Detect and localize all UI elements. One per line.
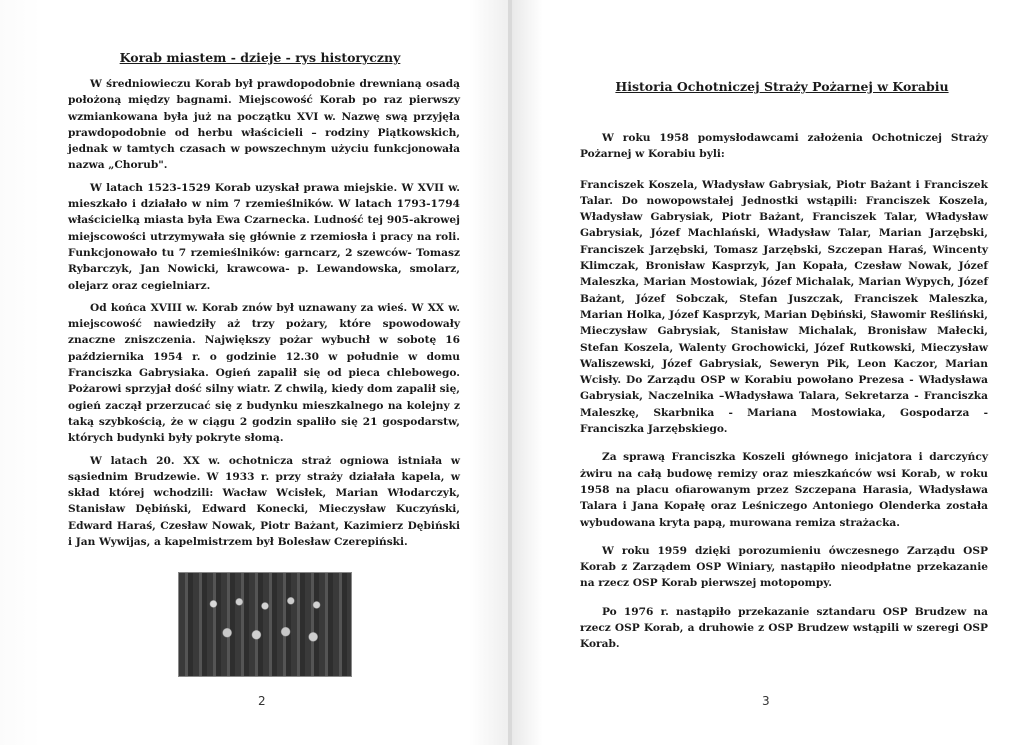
- historical-band-photo: [178, 572, 352, 677]
- right-paragraph-2: Franciszek Koszela, Władysław Gabrysiak, Piotr Bażant i Franciszek Talar. Do nowopowstałej Jednostki wstąpili: Franciszek Koszela, Władysław Gabrysiak, Piotr Bażant, Franciszek Talar, Władysław Gabrysiak, Józef Machlański, Władysław Talar, Marian Jarzębski, Franciszek Jarzębski, Tomasz Jarzębski, Szczepan Haraś, Wincenty Klimczak, Bronisław Kasprzyk, Jan Kopała, Czesław Nowak, Józef Maleszka, Marian Mostowiak, Józef Michalak, Marian Wypych, Józef Bażant, Józef Sobczak, Stefan Juszczak, Franciszek Maleszka, Marian Holka, Józef Kasprzyk, Marian Dębiński, Sławomir Reśliński, Mieczysław Gabrysiak, Stanisław Michalak, Bronisław Małecki, Stefan Koszela, Walenty Grochowicki, Józef Rutkowski, Mieczysław Waliszewski, Józef Gabrysiak, Seweryn Pik, Leon Kaczor, Marian Wcisły. Do Zarządu OSP w Korabiu powołano Prezesa - Władysława Gabrysiak, Naczelnika –Władysława Talara, Sekretarza - Franciszka Maleszkę, Skarbnika - Mariana Mostowiaka, Gospodarza - Franciszka Jarzębskiego.: [580, 178, 988, 436]
- right-page-number: 3: [762, 694, 770, 708]
- left-paragraph-4: W latach 20. XX w. ochotnicza straż ogniowa istniała w sąsiednim Brudzewie. W 1933 r. przy straży działała kapela, w skład której wchodzili: Wacław Wcisłek, Marian Włodarczyk, Stanisław Dębiński, Edward Konecki, Mieczysław Kuczyński, Edward Haraś, Czesław Nowak, Piotr Bażant, Kazimierz Dębiński i Jan Wywijas, a kapelmistrzem był Bolesław Czerepiński.: [68, 454, 460, 549]
- left-page-title: Korab miastem - dzieje - rys historyczny: [119, 50, 401, 65]
- right-page-body: [580, 130, 988, 659]
- left-paragraph-1: W średniowieczu Korab był prawdopodobnie drewnianą osadą położoną między bagnami. Miejscowość Korab po raz pierwszy wzmiankowana była już na początku XVI w. Nazwę swą przyjęła prawdopodobnie od herbu właścicieli – rodziny Piątkowskich, jednak w tamtych czasach w powszechnym użyciu funkcjonowała nazwa „Chorub".: [68, 78, 460, 172]
- right-paragraph-3: Za sprawą Franciszka Koszeli głównego inicjatora i darczyńcy żwiru na całą budowę remizy oraz mieszkańców wsi Korab, w roku 1958 na placu ofiarowanym przez Szczepana Harasia, Władysława Talara i Jana Kopałę oraz Leśniczego Antoniego Olenderka została wybudowana kryta papą, murowana remiza strażacka.: [580, 451, 988, 529]
- left-page-number: 2: [258, 694, 266, 708]
- right-page-title: Historia Ochotniczej Straży Pożarnej w Korabiu: [615, 79, 949, 94]
- left-paragraph-3: Od końca XVIII w. Korab znów był uznawany za wieś. W XX w. miejscowość nawiedziły aż trzy pożary, które spowodowały znaczne zniszczenia. Największy pożar wybuchł w sobotę 16 października 1954 r. o godzinie 12.30 w południe w domu Franciszka Gabrysiaka. Ogień zapalił się od pieca chlebowego. Pożarowi sprzyjał dość silny wiatr. Z chwilą, kiedy dom zapalił się, ogień zaczął przerzucać się z budynku mieszkalnego na kolejny z taką szybkością, że w ciągu 2 godzin spaliło się 21 gospodarstw, których budynki były pokryte słomą.: [68, 301, 460, 445]
- right-page: [512, 0, 1024, 745]
- left-page-body: [68, 76, 460, 556]
- right-paragraph-4: W roku 1959 dzięki porozumieniu ówczesnego Zarządu OSP Korab z Zarządem OSP Winiary, nastąpiło nieodpłatne przekazanie na rzecz OSP Korab pierwszej motopompy.: [580, 544, 988, 590]
- left-paragraph-2: W latach 1523-1529 Korab uzyskał prawa miejskie. W XVII w. mieszkało i działało w nim 7 rzemieślników. W latach 1793-1794 właścicielką miasta była Ewa Czarnecka. Ludność tej 905-akrowej miejscowości utrzymywała się głównie z rzemiosła i pracy na roli. Funkcjonowało tu 7 rzemieślników: garncarz, 2 szewców- Tomasz Rybarczyk, Jan Nowicki, krawcowa- p. Lewandowska, smolarz, olejarz oraz cegielniarz.: [68, 181, 460, 292]
- right-paragraph-5: Po 1976 r. nastąpiło przekazanie sztandaru OSP Brudzew na rzecz OSP Korab, a druhowie z OSP Brudzew wstąpili w szeregi OSP Korab.: [580, 605, 988, 651]
- right-paragraph-1: W roku 1958 pomysłodawcami założenia Ochotniczej Straży Pożarnej w Korabiu byli:: [580, 132, 988, 161]
- left-page: [0, 0, 510, 745]
